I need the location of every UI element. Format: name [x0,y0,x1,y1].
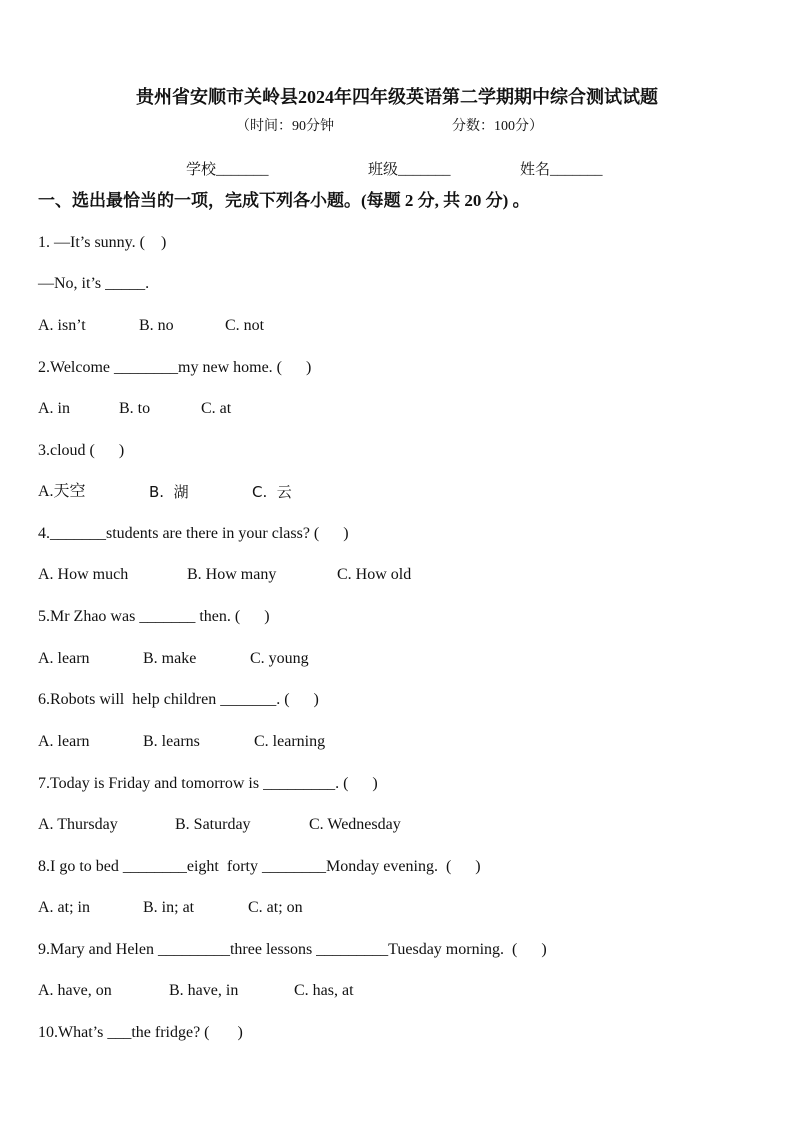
q1-option-a: A. isn’t [38,317,86,334]
q5-option-c: C. young [250,650,309,667]
exam-time: （时间：90分钟 [236,119,334,134]
question-6-stem: 6.Robots will help children _______. ( ) [38,691,319,708]
q8-option-b: B. in; at [143,899,195,916]
question-8-stem: 8.I go to bed ________eight forty ________Monday evening. ( ) [38,858,481,875]
exam-score: 分数：100分） [452,119,543,134]
question-3-stem: 3.cloud ( ) [38,442,125,459]
q3-option-c: C. 云 [252,483,292,501]
question-10-stem: 10.What’s ___the fridge? ( ) [38,1024,243,1041]
class-field: 班级_______ [368,162,451,178]
question-4-stem: 4._______students are there in your class? ( ) [38,525,349,542]
q9-option-c: C. has, at [294,982,354,999]
q7-option-c: C. Wednesday [309,816,401,833]
q4-option-a: A. How much [38,566,129,583]
q2-option-b: B. to [119,400,151,417]
q3-option-a: A.天空 [38,483,86,500]
q1-option-c: C. not [225,317,265,334]
q9-option-b: B. have, in [169,982,239,999]
q7-option-b: B. Saturday [175,816,251,833]
q4-option-b: B. How many [187,566,277,583]
q5-option-a: A. learn [38,650,90,667]
question-9-stem: 9.Mary and Helen _________three lessons _________Tuesday morning. ( ) [38,941,547,958]
q5-option-b: B. make [143,650,197,667]
q8-option-a: A. at; in [38,899,90,916]
question-2-stem: 2.Welcome ________my new home. ( ) [38,359,312,376]
question-7-stem: 7.Today is Friday and tomorrow is _________. ( ) [38,775,378,792]
q6-option-b: B. learns [143,733,200,750]
q1-option-b: B. no [139,317,174,334]
q3-option-b: B. 湖 [149,483,189,501]
school-field: 学校_______ [186,162,269,178]
name-field: 姓名_______ [520,162,603,178]
q7-option-a: A. Thursday [38,816,118,833]
question-1-stem: 1. —It’s sunny. ( ) [38,234,167,251]
question-5-stem: 5.Mr Zhao was _______ then. ( ) [38,608,270,625]
q2-option-a: A. in [38,400,70,417]
page-title: 贵州省安顺市关岭县2024年四年级英语第二学期期中综合测试试题 [136,87,658,107]
q6-option-c: C. learning [254,733,326,750]
question-1-stem-2: —No, it’s _____. [38,275,150,292]
q6-option-a: A. learn [38,733,90,750]
section-heading: 一、选出最恰当的一项，完成下列各小题。(每题 2 分, 共 20 分) 。 [38,191,530,210]
q8-option-c: C. at; on [248,899,303,916]
q2-option-c: C. at [201,400,232,417]
q4-option-c: C. How old [337,566,412,583]
q9-option-a: A. have, on [38,982,112,999]
